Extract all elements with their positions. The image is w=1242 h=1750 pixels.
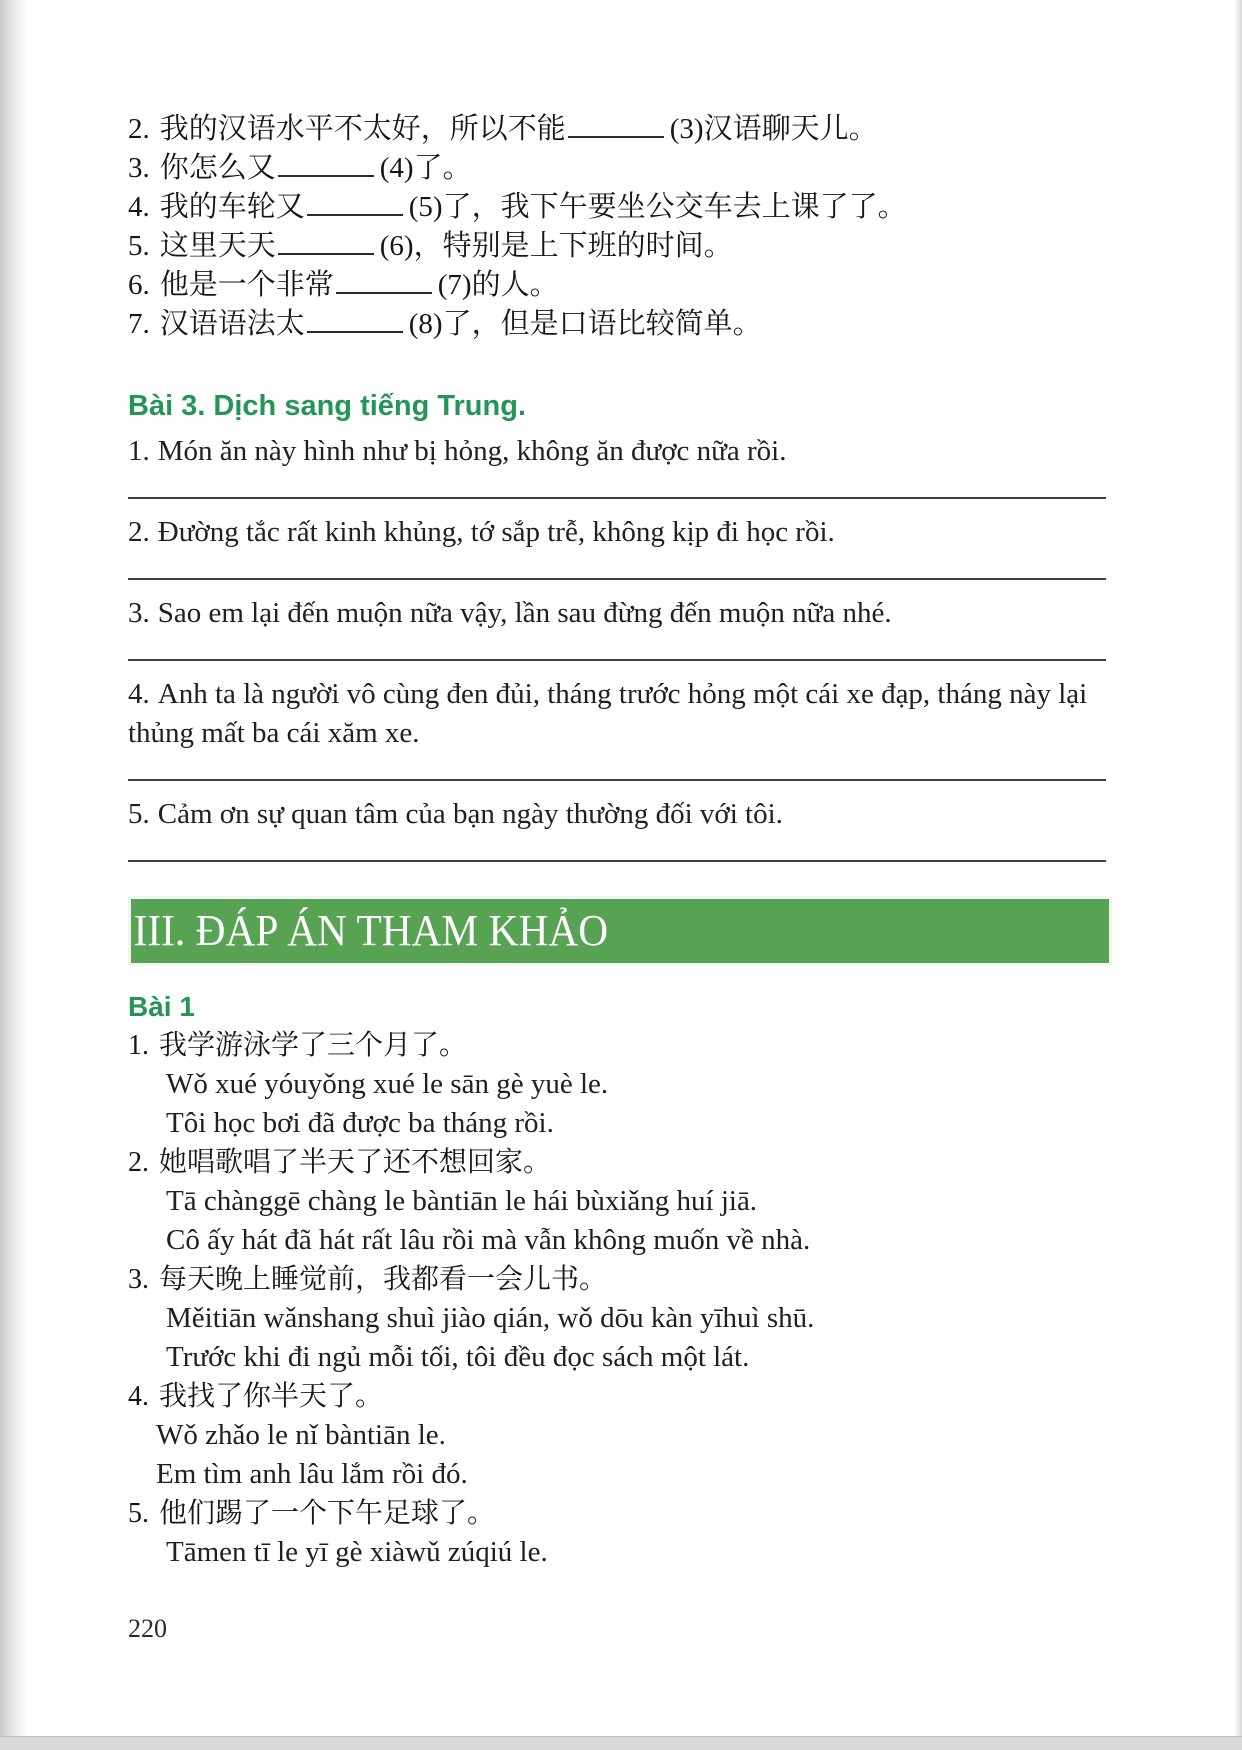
item-number: 1.	[128, 1030, 149, 1061]
translation-item	[128, 594, 1112, 633]
item-number: 3.	[128, 152, 150, 184]
page-right-shadow	[1234, 0, 1242, 1750]
translation-text: Anh ta là người vô cùng đen đủi, tháng trước hỏng một cái xe đạp, tháng này lại thủng mất ba cái xăm xe.	[128, 678, 1088, 749]
item-number: 4.	[128, 191, 150, 223]
exercise-text: ，特别是上下班的时间。	[413, 230, 733, 262]
answers-banner-title: III. ĐÁP ÁN THAM KHẢO	[133, 906, 609, 955]
exercise-text: 我的车轮又	[159, 191, 305, 223]
exercise-line	[128, 188, 1112, 227]
answer-vietnamese-line: Em tìm anh lâu lắm rồi đó.	[156, 1458, 468, 1490]
translation-text: Đường tắc rất kinh khủng, tớ sắp trễ, không kịp đi học rồi.	[157, 516, 835, 548]
exercise-text: 了。	[413, 152, 472, 184]
item-number: 3.	[128, 1264, 149, 1295]
exercise-text: 他是一个非常	[159, 269, 334, 301]
exercise-text: 我的汉语水平不太好，所以不能	[159, 113, 566, 145]
chinese-text: 他们踢了一个下午足球了。	[159, 1498, 496, 1529]
translation-text: Sao em lại đến muộn nữa vậy, lần sau đừng đến muộn nữa nhé.	[157, 597, 892, 629]
translation-text: Món ăn này hình như bị hỏng, không ăn được nữa rồi.	[157, 435, 787, 467]
blank-tag: (7)	[437, 269, 472, 301]
item-number: 1.	[128, 435, 150, 467]
exercise-text: 汉语聊天儿。	[703, 113, 878, 145]
blank-tag: (5)	[408, 191, 443, 223]
item-number: 5.	[128, 1498, 149, 1529]
blank-tag: (4)	[379, 152, 414, 184]
page-bottom-shadow	[0, 1736, 1242, 1750]
blank-tag: (3)	[669, 113, 704, 145]
item-number: 6.	[128, 269, 150, 301]
answer-chinese-line	[128, 1026, 1112, 1065]
answers-banner	[128, 896, 1112, 966]
answer-blank	[568, 111, 664, 138]
item-number: 2.	[128, 1147, 149, 1178]
translation-item	[128, 513, 1112, 552]
answer-blank	[278, 150, 374, 177]
answer-pinyin-line: Wǒ zhǎo le nǐ bàntiān le.	[156, 1419, 446, 1451]
answer-pinyin-line: Tā chànggē chàng le bàntiān le hái bùxiǎng huí jiā.	[166, 1185, 758, 1217]
answer-chinese-line	[128, 1260, 1112, 1299]
answer-vietnamese-line: Cô ấy hát đã hát rất lâu rồi mà vẫn không muốn về nhà.	[166, 1224, 811, 1256]
page-number: 220	[128, 1614, 167, 1643]
answer-blank	[307, 189, 403, 216]
answer-write-line	[128, 779, 1106, 781]
answer-vietnamese-line: Tôi học bơi đã được ba tháng rồi.	[166, 1107, 554, 1139]
page-left-shadow	[0, 0, 27, 1750]
answer-blank	[336, 267, 432, 294]
answer-blank	[307, 306, 403, 333]
translation-item	[128, 795, 1112, 834]
answer-pinyin-line: Wǒ xué yóuyǒng xué le sān gè yuè le.	[166, 1068, 609, 1100]
item-number: 7.	[128, 308, 150, 340]
chinese-text: 我找了你半天了。	[159, 1381, 384, 1412]
item-number: 2.	[128, 516, 150, 548]
answer-chinese-line	[128, 1494, 1112, 1533]
exercise-line	[128, 305, 1112, 344]
answer-chinese-line	[128, 1377, 1112, 1416]
item-number: 4.	[128, 678, 150, 710]
blank-tag: (6)	[379, 230, 414, 262]
exercise-text: 了，我下午要坐公交车去上课了了。	[442, 191, 907, 223]
answer-write-line	[128, 497, 1106, 499]
exercise-text: 你怎么又	[159, 152, 276, 184]
exercise-line	[128, 110, 1112, 149]
exercise-line	[128, 149, 1112, 188]
item-number: 2.	[128, 113, 150, 145]
chinese-text: 她唱歌唱了半天了还不想回家。	[159, 1147, 552, 1178]
exercise-text: 的人。	[471, 269, 559, 301]
blank-tag: (8)	[408, 308, 443, 340]
exercise-text: 了，但是口语比较简单。	[442, 308, 762, 340]
exercise-text: 这里天天	[159, 230, 276, 262]
translation-item	[128, 432, 1112, 471]
answer-pinyin-line: Tāmen tī le yī gè xiàwǔ zúqiú le.	[166, 1536, 548, 1568]
chinese-text: 我学游泳学了三个月了。	[159, 1030, 468, 1061]
answer-write-line	[128, 860, 1106, 862]
translation-text: Cảm ơn sự quan tâm của bạn ngày thường đối với tôi.	[157, 798, 783, 830]
exercise-line	[128, 227, 1112, 266]
item-number: 5.	[128, 230, 150, 262]
answer-write-line	[128, 578, 1106, 580]
exercise-text: 汉语语法太	[159, 308, 305, 340]
exercise-line	[128, 266, 1112, 305]
translation-item	[128, 675, 1112, 753]
answer-blank	[278, 228, 374, 255]
answer-chinese-line	[128, 1143, 1112, 1182]
answer-vietnamese-line: Trước khi đi ngủ mỗi tối, tôi đều đọc sách một lát.	[166, 1341, 750, 1373]
answer-pinyin-line: Měitiān wǎnshang shuì jiào qián, wǒ dōu kàn yīhuì shū.	[166, 1302, 815, 1334]
section-heading-bai1: Bài 1	[128, 991, 195, 1022]
chinese-text: 每天晚上睡觉前，我都看一会儿书。	[159, 1264, 608, 1295]
section-heading-bai3: Bài 3. Dịch sang tiếng Trung.	[128, 390, 526, 422]
item-number: 5.	[128, 798, 150, 830]
item-number: 4.	[128, 1381, 149, 1412]
page-content	[128, 0, 1112, 1646]
item-number: 3.	[128, 597, 150, 629]
answer-write-line	[128, 659, 1106, 661]
